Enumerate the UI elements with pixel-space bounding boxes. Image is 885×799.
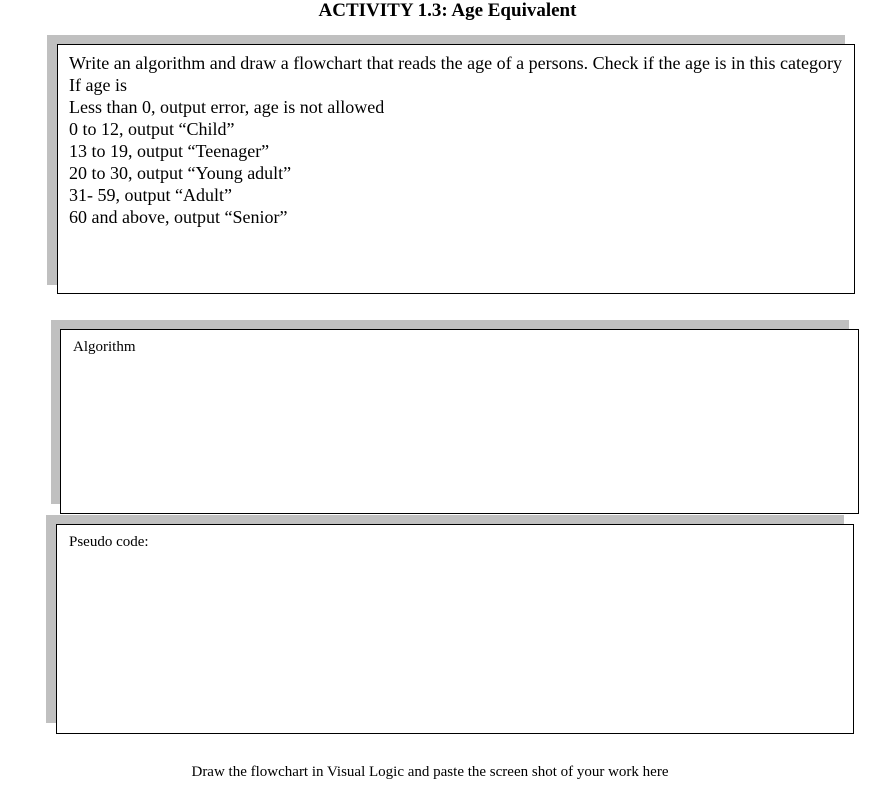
task-line-senior: 60 and above, output “Senior” xyxy=(69,207,288,227)
task-line-if-age: If age is xyxy=(69,75,127,95)
algorithm-box[interactable] xyxy=(60,329,859,514)
pseudo-code-box[interactable] xyxy=(56,524,854,734)
task-line-negative: Less than 0, output error, age is not allowed xyxy=(69,97,385,117)
task-intro: Write an algorithm and draw a flowchart that reads the age of a persons. Check if the age is in this category xyxy=(69,53,842,73)
task-line-adult: 31- 59, output “Adult” xyxy=(69,185,232,205)
algorithm-label: Algorithm xyxy=(73,339,136,355)
task-line-child: 0 to 12, output “Child” xyxy=(69,119,235,139)
pseudo-code-label: Pseudo code: xyxy=(69,534,149,550)
activity-title: ACTIVITY 1.3: Age Equivalent xyxy=(318,0,577,21)
task-line-teenager: 13 to 19, output “Teenager” xyxy=(69,141,270,161)
footer-instruction: Draw the flowchart in Visual Logic and paste the screen shot of your work here xyxy=(191,764,669,780)
task-line-young-adult: 20 to 30, output “Young adult” xyxy=(69,163,292,183)
task-box xyxy=(57,44,855,294)
